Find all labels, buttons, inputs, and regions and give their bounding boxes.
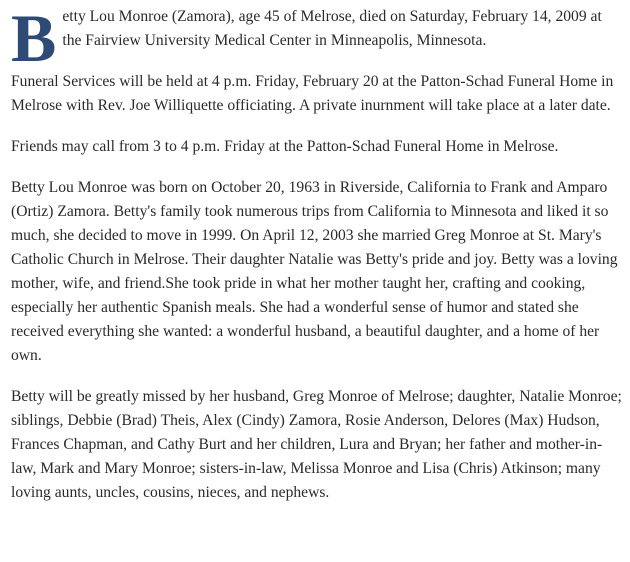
death-announcement-text: etty Lou Monroe (Zamora), age 45 of Melrose, died on Saturday, February 14, 2009 at the Fairview University Medical Center in Minneapolis, Minnesota. (62, 8, 602, 49)
death-announcement-paragraph (11, 0, 623, 76)
survivors-paragraph: Betty will be greatly missed by her husband, Greg Monroe of Melrose; daughter, Natalie Monroe; siblings, Debbie (Brad) Theis, Alex (Cindy) Zamora, Rosie Anderson, Delores (Max) Hudson, Frances Chapman, and Cathy Burt and her children, Lura and Bryan; her father and mother-in-law, Mark and Mary Monroe; sisters-in-law, Melissa Monroe and Lisa (Chris) Atkinson; many loving aunts, uncles, cousins, nieces, and nephews. (11, 388, 622, 501)
visitation-paragraph: Friends may call from 3 to 4 p.m. Friday at the Patton-Schad Funeral Home in Melrose. (11, 138, 559, 155)
obituary-article (11, 0, 623, 522)
funeral-services-paragraph: Funeral Services will be held at 4 p.m. Friday, February 20 at the Patton-Schad Funeral Home in Melrose with Rev. Joe Williquette officiating. A private inurnment will take place at a later date. (11, 73, 614, 114)
biography-paragraph: Betty Lou Monroe was born on October 20, 1963 in Riverside, California to Frank and Amparo (Ortiz) Zamora. Betty's family took numerous trips from California to Minnesota and liked it so much, she decided to move in 1999. On April 12, 2003 she married Greg Monroe at St. Mary's Catholic Church in Melrose. Their daughter Natalie was Betty's pride and joy. Betty was a loving mother, wife, and friend.She took pride in what her mother taught her, crafting and cooking, especially her authentic Spanish meals. She had a wonderful sense of humor and stated she received everything she wanted: a wonderful husband, a beautiful daughter, and a home of her own. (11, 179, 618, 364)
drop-cap-letter: B (11, 0, 57, 76)
